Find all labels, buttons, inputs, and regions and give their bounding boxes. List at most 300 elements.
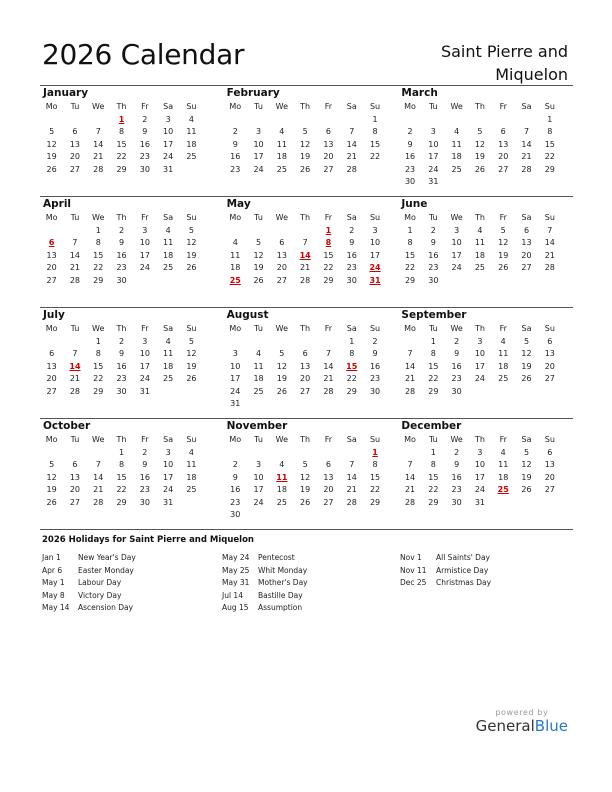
- day-cell[interactable]: 9: [118, 349, 125, 358]
- day-cell[interactable]: 17: [163, 139, 174, 149]
- brand-logo[interactable]: [476, 717, 568, 735]
- day-cell[interactable]: 30: [451, 386, 462, 396]
- holiday-day-cell[interactable]: 25: [497, 485, 509, 494]
- day-cell[interactable]: 17: [474, 472, 486, 482]
- day-cell[interactable]: 26: [46, 497, 57, 507]
- day-cell[interactable]: 28: [346, 497, 357, 507]
- day-cell[interactable]: 24: [253, 497, 264, 507]
- day-cell[interactable]: 7: [95, 127, 101, 136]
- day-cell[interactable]: 17: [369, 250, 381, 260]
- day-cell[interactable]: 14: [93, 472, 104, 482]
- day-cell[interactable]: 21: [300, 263, 311, 272]
- day-cell[interactable]: 29: [369, 497, 381, 507]
- day-cell[interactable]: 29: [428, 386, 439, 396]
- day-cell[interactable]: 9: [349, 238, 355, 247]
- day-cell[interactable]: 5: [279, 349, 285, 358]
- day-cell[interactable]: 18: [230, 263, 241, 272]
- day-cell[interactable]: 19: [521, 361, 532, 371]
- day-cell[interactable]: 6: [72, 460, 78, 469]
- day-cell[interactable]: 15: [428, 361, 439, 371]
- day-cell[interactable]: 18: [186, 472, 197, 482]
- day-cell[interactable]: 10: [163, 460, 174, 469]
- day-cell[interactable]: 14: [346, 472, 357, 482]
- day-cell[interactable]: 3: [372, 225, 378, 235]
- day-cell[interactable]: 9: [407, 139, 413, 149]
- day-cell[interactable]: 4: [477, 225, 483, 235]
- day-cell[interactable]: 19: [186, 250, 197, 260]
- day-cell[interactable]: 11: [474, 238, 486, 247]
- day-cell[interactable]: 29: [544, 164, 555, 174]
- holiday-day-cell[interactable]: 14: [69, 361, 81, 371]
- day-cell[interactable]: 22: [428, 485, 439, 494]
- day-cell[interactable]: 27: [69, 497, 81, 507]
- day-cell[interactable]: 14: [93, 139, 104, 149]
- day-cell[interactable]: 16: [369, 361, 381, 371]
- day-cell[interactable]: 19: [521, 472, 532, 482]
- day-cell[interactable]: 28: [323, 386, 334, 396]
- day-cell[interactable]: 24: [428, 164, 439, 174]
- day-cell[interactable]: 26: [46, 164, 57, 174]
- day-cell[interactable]: 2: [142, 447, 148, 457]
- day-cell[interactable]: 11: [451, 139, 462, 149]
- day-cell[interactable]: 14: [69, 250, 81, 260]
- day-cell[interactable]: 16: [116, 361, 127, 371]
- day-cell[interactable]: 29: [93, 386, 104, 396]
- holiday-day-cell[interactable]: 14: [299, 250, 311, 260]
- day-cell[interactable]: 28: [93, 164, 104, 174]
- day-cell[interactable]: 4: [279, 460, 285, 469]
- day-cell[interactable]: 7: [72, 349, 78, 358]
- day-cell[interactable]: 23: [451, 485, 462, 494]
- day-cell[interactable]: 13: [69, 139, 81, 149]
- day-cell[interactable]: 12: [46, 139, 57, 149]
- day-cell[interactable]: 5: [523, 336, 530, 346]
- day-cell[interactable]: 17: [253, 152, 264, 161]
- day-cell[interactable]: 15: [323, 250, 334, 260]
- day-cell[interactable]: 2: [349, 225, 355, 235]
- day-cell[interactable]: 21: [346, 485, 357, 494]
- day-cell[interactable]: 20: [276, 263, 287, 272]
- day-cell[interactable]: 19: [46, 152, 57, 161]
- day-cell[interactable]: 1: [95, 225, 101, 235]
- day-cell[interactable]: 1: [349, 336, 355, 346]
- day-cell[interactable]: 17: [253, 485, 264, 494]
- day-cell[interactable]: 23: [230, 497, 241, 507]
- day-cell[interactable]: 27: [276, 275, 287, 285]
- day-cell[interactable]: 26: [300, 164, 311, 174]
- day-cell[interactable]: 31: [139, 386, 150, 396]
- day-cell[interactable]: 4: [454, 127, 460, 136]
- day-cell[interactable]: 18: [253, 374, 264, 383]
- day-cell[interactable]: 29: [116, 497, 127, 507]
- day-cell[interactable]: 5: [49, 127, 55, 136]
- day-cell[interactable]: 10: [163, 127, 174, 136]
- holiday-day-cell[interactable]: 31: [369, 275, 381, 285]
- day-cell[interactable]: 6: [49, 349, 55, 358]
- day-cell[interactable]: 31: [230, 399, 241, 408]
- day-cell[interactable]: 8: [372, 127, 378, 136]
- day-cell[interactable]: 1: [407, 225, 413, 235]
- day-cell[interactable]: 22: [116, 152, 127, 161]
- day-cell[interactable]: 4: [232, 238, 238, 247]
- day-cell[interactable]: 20: [300, 374, 311, 383]
- day-cell[interactable]: 8: [430, 460, 436, 469]
- day-cell[interactable]: 22: [544, 152, 555, 161]
- day-cell[interactable]: 7: [349, 460, 355, 469]
- day-cell[interactable]: 13: [498, 139, 509, 149]
- day-cell[interactable]: 17: [451, 250, 462, 260]
- day-cell[interactable]: 23: [139, 152, 150, 161]
- day-cell[interactable]: 20: [544, 361, 555, 371]
- day-cell[interactable]: 27: [498, 164, 509, 174]
- day-cell[interactable]: 16: [451, 472, 462, 482]
- day-cell[interactable]: 26: [253, 275, 264, 285]
- day-cell[interactable]: 16: [116, 250, 127, 260]
- day-cell[interactable]: 5: [302, 460, 308, 469]
- day-cell[interactable]: 14: [346, 139, 357, 149]
- day-cell[interactable]: 8: [118, 127, 125, 136]
- day-cell[interactable]: 20: [46, 263, 57, 272]
- day-cell[interactable]: 21: [69, 263, 81, 272]
- day-cell[interactable]: 26: [498, 263, 509, 272]
- day-cell[interactable]: 15: [544, 139, 555, 149]
- day-cell[interactable]: 4: [165, 336, 171, 346]
- day-cell[interactable]: 7: [407, 460, 413, 469]
- day-cell[interactable]: 9: [372, 349, 378, 358]
- day-cell[interactable]: 16: [346, 250, 357, 260]
- day-cell[interactable]: 12: [276, 361, 287, 371]
- day-cell[interactable]: 16: [451, 361, 462, 371]
- day-cell[interactable]: 13: [46, 250, 57, 260]
- day-cell[interactable]: 30: [346, 275, 357, 285]
- day-cell[interactable]: 19: [474, 152, 486, 161]
- day-cell[interactable]: 19: [253, 263, 264, 272]
- day-cell[interactable]: 21: [69, 374, 81, 383]
- day-cell[interactable]: 17: [163, 472, 174, 482]
- holiday-day-cell[interactable]: 8: [325, 238, 332, 247]
- day-cell[interactable]: 22: [369, 485, 381, 494]
- day-cell[interactable]: 11: [498, 349, 509, 358]
- day-cell[interactable]: 13: [300, 361, 311, 371]
- day-cell[interactable]: 3: [477, 447, 483, 457]
- day-cell[interactable]: 5: [49, 460, 55, 469]
- day-cell[interactable]: 13: [276, 250, 287, 260]
- day-cell[interactable]: 22: [428, 374, 439, 383]
- day-cell[interactable]: 9: [232, 139, 238, 149]
- day-cell[interactable]: 21: [93, 152, 104, 161]
- day-cell[interactable]: 18: [186, 139, 197, 149]
- day-cell[interactable]: 17: [139, 250, 150, 260]
- day-cell[interactable]: 7: [95, 460, 101, 469]
- day-cell[interactable]: 23: [428, 263, 439, 272]
- holiday-day-cell[interactable]: 1: [325, 225, 332, 235]
- day-cell[interactable]: 5: [302, 127, 308, 136]
- day-cell[interactable]: 27: [521, 263, 532, 272]
- day-cell[interactable]: 6: [325, 460, 331, 469]
- day-cell[interactable]: 24: [253, 164, 264, 174]
- day-cell[interactable]: 12: [300, 472, 311, 482]
- day-cell[interactable]: 22: [323, 263, 334, 272]
- day-cell[interactable]: 11: [186, 127, 197, 136]
- day-cell[interactable]: 18: [163, 250, 174, 260]
- day-cell[interactable]: 30: [428, 275, 439, 285]
- day-cell[interactable]: 7: [523, 127, 530, 136]
- day-cell[interactable]: 2: [142, 114, 148, 124]
- day-cell[interactable]: 20: [498, 152, 509, 161]
- day-cell[interactable]: 28: [346, 164, 357, 174]
- day-cell[interactable]: 7: [302, 238, 308, 247]
- day-cell[interactable]: 10: [451, 238, 462, 247]
- day-cell[interactable]: 13: [46, 361, 57, 371]
- day-cell[interactable]: 15: [93, 250, 104, 260]
- day-cell[interactable]: 16: [139, 472, 150, 482]
- day-cell[interactable]: 19: [300, 152, 311, 161]
- day-cell[interactable]: 21: [93, 485, 104, 494]
- day-cell[interactable]: 2: [372, 336, 378, 346]
- day-cell[interactable]: 27: [300, 386, 311, 396]
- day-cell[interactable]: 20: [544, 472, 555, 482]
- day-cell[interactable]: 12: [186, 349, 197, 358]
- holiday-day-cell[interactable]: 24: [369, 263, 381, 272]
- day-cell[interactable]: 4: [500, 447, 506, 457]
- day-cell[interactable]: 26: [521, 374, 532, 383]
- day-cell[interactable]: 16: [428, 250, 439, 260]
- day-cell[interactable]: 9: [118, 238, 125, 247]
- day-cell[interactable]: 30: [451, 497, 462, 507]
- day-cell[interactable]: 31: [474, 497, 486, 507]
- day-cell[interactable]: 1: [430, 336, 436, 346]
- day-cell[interactable]: 14: [323, 361, 334, 371]
- day-cell[interactable]: 25: [498, 374, 509, 383]
- day-cell[interactable]: 9: [430, 238, 436, 247]
- day-cell[interactable]: 11: [163, 349, 174, 358]
- day-cell[interactable]: 22: [93, 374, 104, 383]
- day-cell[interactable]: 25: [451, 164, 462, 174]
- day-cell[interactable]: 1: [118, 447, 125, 457]
- day-cell[interactable]: 11: [230, 250, 241, 260]
- day-cell[interactable]: 2: [232, 460, 238, 469]
- day-cell[interactable]: 21: [404, 485, 416, 494]
- day-cell[interactable]: 27: [544, 374, 555, 383]
- day-cell[interactable]: 12: [300, 139, 311, 149]
- day-cell[interactable]: 27: [46, 386, 57, 396]
- day-cell[interactable]: 10: [428, 139, 439, 149]
- day-cell[interactable]: 23: [404, 164, 416, 174]
- day-cell[interactable]: 24: [139, 263, 150, 272]
- day-cell[interactable]: 30: [139, 497, 150, 507]
- day-cell[interactable]: 4: [165, 225, 171, 235]
- day-cell[interactable]: 24: [139, 374, 150, 383]
- day-cell[interactable]: 28: [69, 386, 81, 396]
- day-cell[interactable]: 26: [521, 485, 532, 494]
- day-cell[interactable]: 19: [498, 250, 509, 260]
- day-cell[interactable]: 25: [276, 497, 287, 507]
- day-cell[interactable]: 9: [142, 127, 148, 136]
- day-cell[interactable]: 13: [544, 349, 555, 358]
- day-cell[interactable]: 7: [72, 238, 78, 247]
- day-cell[interactable]: 7: [407, 349, 413, 358]
- day-cell[interactable]: 8: [349, 349, 355, 358]
- day-cell[interactable]: 12: [186, 238, 197, 247]
- day-cell[interactable]: 8: [118, 460, 125, 469]
- day-cell[interactable]: 1: [372, 114, 378, 124]
- day-cell[interactable]: 7: [547, 225, 553, 235]
- day-cell[interactable]: 15: [369, 472, 381, 482]
- holiday-day-cell[interactable]: 1: [118, 114, 125, 124]
- day-cell[interactable]: 7: [349, 127, 355, 136]
- day-cell[interactable]: 6: [547, 336, 553, 346]
- day-cell[interactable]: 27: [69, 164, 81, 174]
- day-cell[interactable]: 28: [300, 275, 311, 285]
- day-cell[interactable]: 29: [346, 386, 357, 396]
- day-cell[interactable]: 14: [404, 472, 416, 482]
- day-cell[interactable]: 27: [544, 485, 555, 494]
- day-cell[interactable]: 4: [279, 127, 285, 136]
- day-cell[interactable]: 13: [69, 472, 81, 482]
- day-cell[interactable]: 9: [232, 472, 238, 482]
- day-cell[interactable]: 8: [95, 238, 101, 247]
- day-cell[interactable]: 11: [163, 238, 174, 247]
- day-cell[interactable]: 3: [232, 349, 238, 358]
- day-cell[interactable]: 20: [69, 152, 81, 161]
- day-cell[interactable]: 12: [521, 460, 532, 469]
- day-cell[interactable]: 17: [474, 361, 486, 371]
- day-cell[interactable]: 24: [163, 485, 174, 494]
- day-cell[interactable]: 13: [323, 139, 334, 149]
- day-cell[interactable]: 22: [369, 152, 381, 161]
- day-cell[interactable]: 21: [544, 250, 555, 260]
- day-cell[interactable]: 18: [498, 472, 509, 482]
- day-cell[interactable]: 21: [521, 152, 532, 161]
- day-cell[interactable]: 27: [46, 275, 57, 285]
- day-cell[interactable]: 15: [404, 250, 416, 260]
- day-cell[interactable]: 11: [186, 460, 197, 469]
- day-cell[interactable]: 11: [498, 460, 509, 469]
- day-cell[interactable]: 22: [346, 374, 357, 383]
- day-cell[interactable]: 29: [116, 164, 127, 174]
- day-cell[interactable]: 17: [139, 361, 150, 371]
- day-cell[interactable]: 2: [118, 225, 125, 235]
- day-cell[interactable]: 5: [523, 447, 530, 457]
- day-cell[interactable]: 3: [165, 447, 171, 457]
- day-cell[interactable]: 16: [230, 152, 241, 161]
- day-cell[interactable]: 15: [428, 472, 439, 482]
- holiday-day-cell[interactable]: 6: [48, 238, 55, 247]
- day-cell[interactable]: 18: [163, 361, 174, 371]
- day-cell[interactable]: 6: [72, 127, 78, 136]
- day-cell[interactable]: 24: [474, 485, 486, 494]
- day-cell[interactable]: 11: [276, 139, 287, 149]
- day-cell[interactable]: 21: [323, 374, 334, 383]
- day-cell[interactable]: 25: [163, 374, 174, 383]
- day-cell[interactable]: 8: [407, 238, 413, 247]
- day-cell[interactable]: 28: [521, 164, 532, 174]
- day-cell[interactable]: 12: [521, 349, 532, 358]
- day-cell[interactable]: 24: [451, 263, 462, 272]
- day-cell[interactable]: 18: [451, 152, 462, 161]
- day-cell[interactable]: 2: [430, 225, 436, 235]
- day-cell[interactable]: 2: [454, 447, 460, 457]
- day-cell[interactable]: 23: [451, 374, 462, 383]
- day-cell[interactable]: 6: [325, 127, 331, 136]
- day-cell[interactable]: 29: [428, 497, 439, 507]
- day-cell[interactable]: 15: [369, 139, 381, 149]
- day-cell[interactable]: 8: [95, 349, 101, 358]
- day-cell[interactable]: 29: [323, 275, 334, 285]
- day-cell[interactable]: 19: [46, 485, 57, 494]
- day-cell[interactable]: 10: [139, 238, 150, 247]
- day-cell[interactable]: 8: [430, 349, 436, 358]
- day-cell[interactable]: 20: [521, 250, 532, 260]
- day-cell[interactable]: 4: [188, 447, 194, 457]
- day-cell[interactable]: 23: [369, 374, 381, 383]
- day-cell[interactable]: 10: [474, 349, 486, 358]
- day-cell[interactable]: 23: [230, 164, 241, 174]
- day-cell[interactable]: 3: [165, 114, 171, 124]
- day-cell[interactable]: 10: [139, 349, 150, 358]
- day-cell[interactable]: 1: [547, 114, 553, 124]
- day-cell[interactable]: 10: [253, 139, 264, 149]
- day-cell[interactable]: 10: [230, 361, 241, 371]
- day-cell[interactable]: 1: [95, 336, 101, 346]
- day-cell[interactable]: 25: [186, 485, 197, 494]
- day-cell[interactable]: 8: [372, 460, 378, 469]
- day-cell[interactable]: 10: [369, 238, 381, 247]
- day-cell[interactable]: 3: [142, 336, 148, 346]
- day-cell[interactable]: 5: [500, 225, 506, 235]
- day-cell[interactable]: 2: [407, 127, 413, 136]
- holiday-day-cell[interactable]: 11: [276, 472, 288, 482]
- day-cell[interactable]: 23: [346, 263, 357, 272]
- day-cell[interactable]: 20: [323, 485, 334, 494]
- day-cell[interactable]: 13: [521, 238, 532, 247]
- day-cell[interactable]: 6: [500, 127, 506, 136]
- day-cell[interactable]: 28: [404, 386, 416, 396]
- day-cell[interactable]: 25: [186, 152, 197, 161]
- day-cell[interactable]: 3: [142, 225, 148, 235]
- day-cell[interactable]: 2: [118, 336, 125, 346]
- day-cell[interactable]: 18: [474, 250, 486, 260]
- day-cell[interactable]: 10: [474, 460, 486, 469]
- day-cell[interactable]: 13: [544, 460, 555, 469]
- day-cell[interactable]: 1: [430, 447, 436, 457]
- holiday-day-cell[interactable]: 15: [346, 361, 358, 371]
- day-cell[interactable]: 16: [230, 485, 241, 494]
- day-cell[interactable]: 9: [142, 460, 148, 469]
- day-cell[interactable]: 29: [93, 275, 104, 285]
- day-cell[interactable]: 20: [323, 152, 334, 161]
- day-cell[interactable]: 9: [454, 349, 460, 358]
- day-cell[interactable]: 28: [544, 263, 555, 272]
- day-cell[interactable]: 3: [430, 127, 436, 136]
- day-cell[interactable]: 17: [428, 152, 439, 161]
- day-cell[interactable]: 15: [116, 472, 127, 482]
- day-cell[interactable]: 23: [116, 263, 127, 272]
- day-cell[interactable]: 15: [93, 361, 104, 371]
- day-cell[interactable]: 13: [323, 472, 334, 482]
- day-cell[interactable]: 22: [116, 485, 127, 494]
- day-cell[interactable]: 6: [279, 238, 285, 247]
- day-cell[interactable]: 5: [477, 127, 483, 136]
- day-cell[interactable]: 15: [116, 139, 127, 149]
- day-cell[interactable]: 4: [188, 114, 194, 124]
- day-cell[interactable]: 24: [474, 374, 486, 383]
- day-cell[interactable]: 23: [139, 485, 150, 494]
- day-cell[interactable]: 8: [547, 127, 553, 136]
- day-cell[interactable]: 19: [300, 485, 311, 494]
- day-cell[interactable]: 28: [69, 275, 81, 285]
- day-cell[interactable]: 23: [116, 374, 127, 383]
